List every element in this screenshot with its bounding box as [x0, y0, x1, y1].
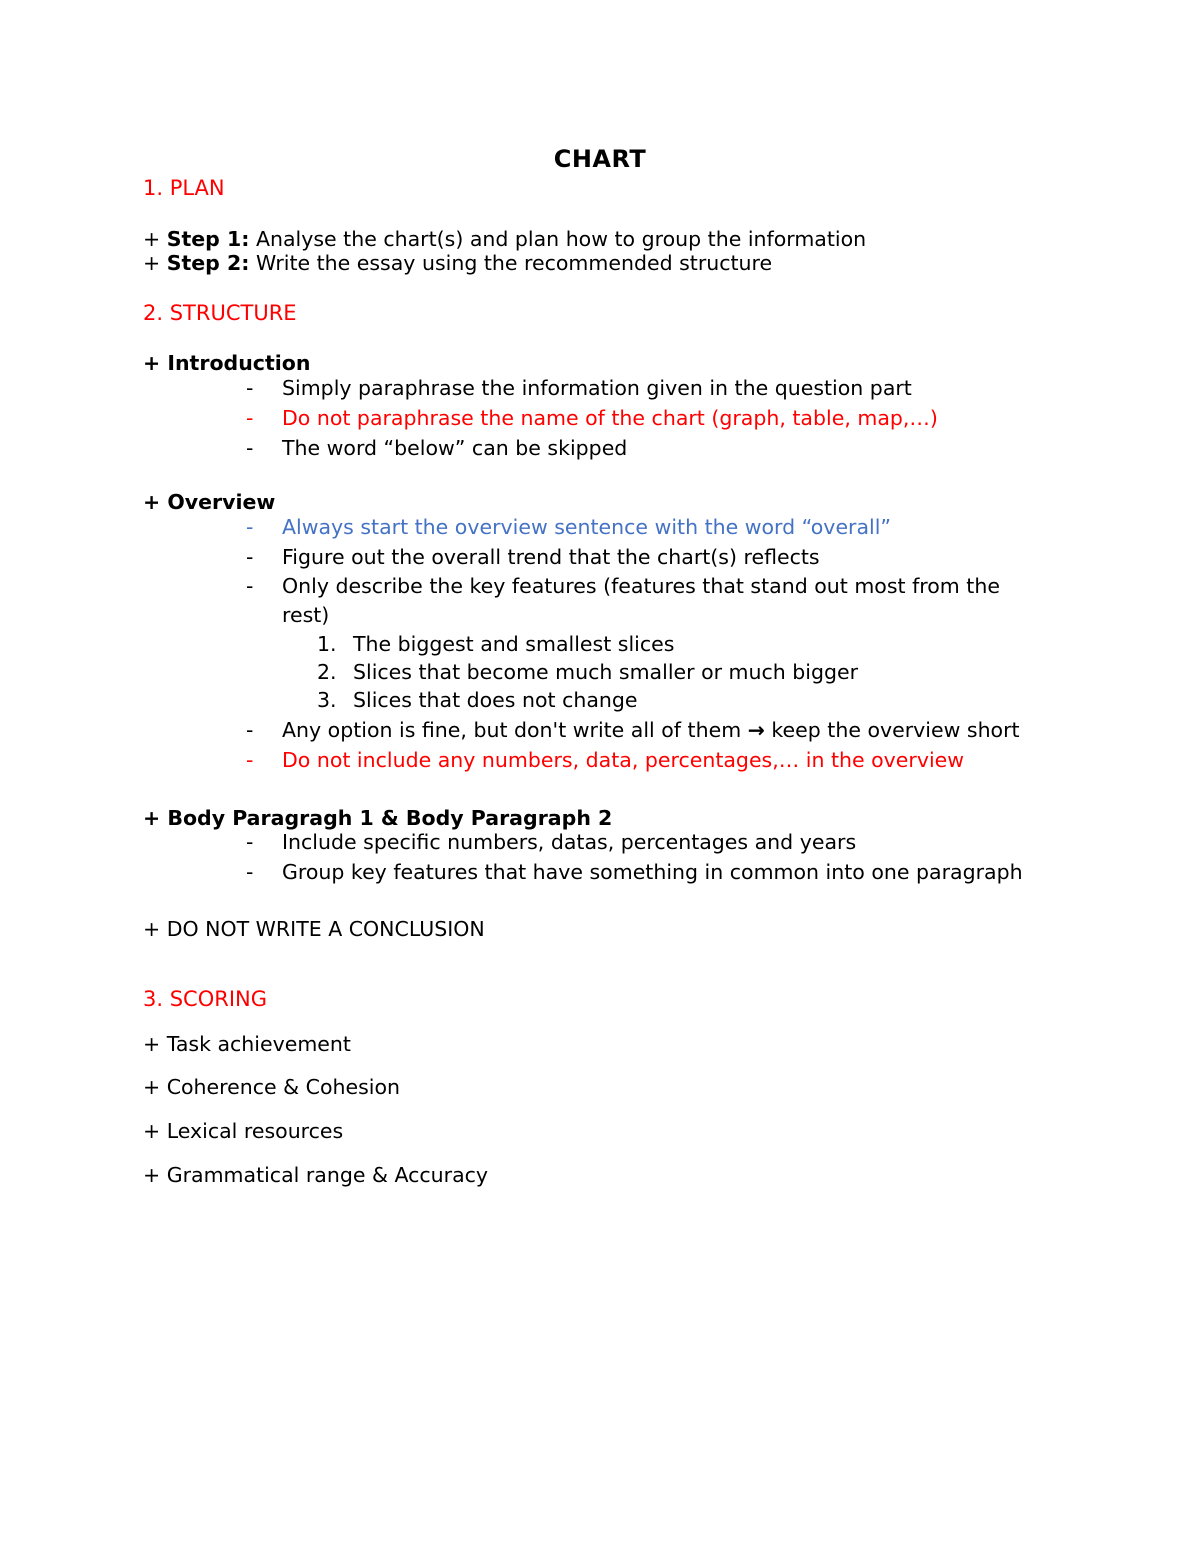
- scoring-item-4: + Grammatical range & Accuracy: [143, 1163, 489, 1187]
- scoring-item-2: + Coherence & Cohesion: [143, 1075, 401, 1099]
- plan-step-2-text: Write the essay using the recommended structure: [249, 251, 773, 275]
- list-dash: -: [246, 574, 254, 598]
- introduction-label: + Introduction: [143, 351, 311, 375]
- body-item-2: Group key features that have something in common into one paragraph: [282, 860, 1023, 884]
- intro-item-3: The word “below” can be skipped: [282, 436, 628, 460]
- list-number: 2.: [317, 660, 337, 684]
- overview-item-3-continued: rest): [282, 603, 330, 627]
- intro-item-2: Do not paraphrase the name of the chart (graph, table, map,…): [282, 406, 938, 430]
- plan-step-1-text: Analyse the chart(s) and plan how to group the information: [249, 227, 867, 251]
- plan-step-2-prefix: +: [143, 251, 167, 275]
- section-heading-structure: 2. STRUCTURE: [143, 301, 297, 325]
- section-heading-plan: 1. PLAN: [143, 176, 225, 200]
- overview-item-4-after: keep the overview short: [764, 718, 1020, 742]
- intro-item-1: Simply paraphrase the information given in the question part: [282, 376, 912, 400]
- list-number: 1.: [317, 632, 337, 656]
- list-dash: -: [246, 718, 254, 742]
- body-paragraph-label: + Body Paragragh 1 & Body Paragraph 2: [143, 806, 613, 830]
- section-heading-scoring: 3. SCORING: [143, 987, 268, 1011]
- overview-item-5: Do not include any numbers, data, percentages,… in the overview: [282, 748, 965, 772]
- list-dash: -: [246, 436, 254, 460]
- overview-numbered-1: The biggest and smallest slices: [353, 632, 675, 656]
- list-dash: -: [246, 860, 254, 884]
- plan-step-1-prefix: +: [143, 227, 167, 251]
- list-dash: -: [246, 748, 254, 772]
- scoring-item-3: + Lexical resources: [143, 1119, 344, 1143]
- overview-numbered-3: Slices that does not change: [353, 688, 638, 712]
- overview-item-4: [282, 717, 1020, 743]
- plan-step-1-label: Step 1:: [166, 227, 250, 251]
- list-number: 3.: [317, 688, 337, 712]
- plan-step-2: [143, 250, 772, 276]
- right-arrow-icon: →: [747, 718, 765, 742]
- list-dash: -: [246, 545, 254, 569]
- body-item-1: Include specific numbers, datas, percentages and years: [282, 830, 857, 854]
- overview-item-3: Only describe the key features (features that stand out most from the: [282, 574, 1000, 598]
- overview-item-4-before: Any option is fine, but don't write all of them: [282, 718, 748, 742]
- plan-step-2-label: Step 2:: [166, 251, 250, 275]
- overview-numbered-2: Slices that become much smaller or much bigger: [353, 660, 859, 684]
- page-title: CHART: [553, 145, 647, 173]
- list-dash: -: [246, 830, 254, 854]
- overview-item-2: Figure out the overall trend that the chart(s) reflects: [282, 545, 820, 569]
- list-dash: -: [246, 406, 254, 430]
- list-dash: -: [246, 515, 254, 539]
- conclusion-note: + DO NOT WRITE A CONCLUSION: [143, 917, 485, 941]
- overview-item-1: Always start the overview sentence with the word “overall”: [282, 515, 892, 539]
- overview-label: + Overview: [143, 490, 276, 514]
- scoring-item-1: + Task achievement: [143, 1032, 351, 1056]
- plan-step-1: [143, 226, 866, 252]
- list-dash: -: [246, 376, 254, 400]
